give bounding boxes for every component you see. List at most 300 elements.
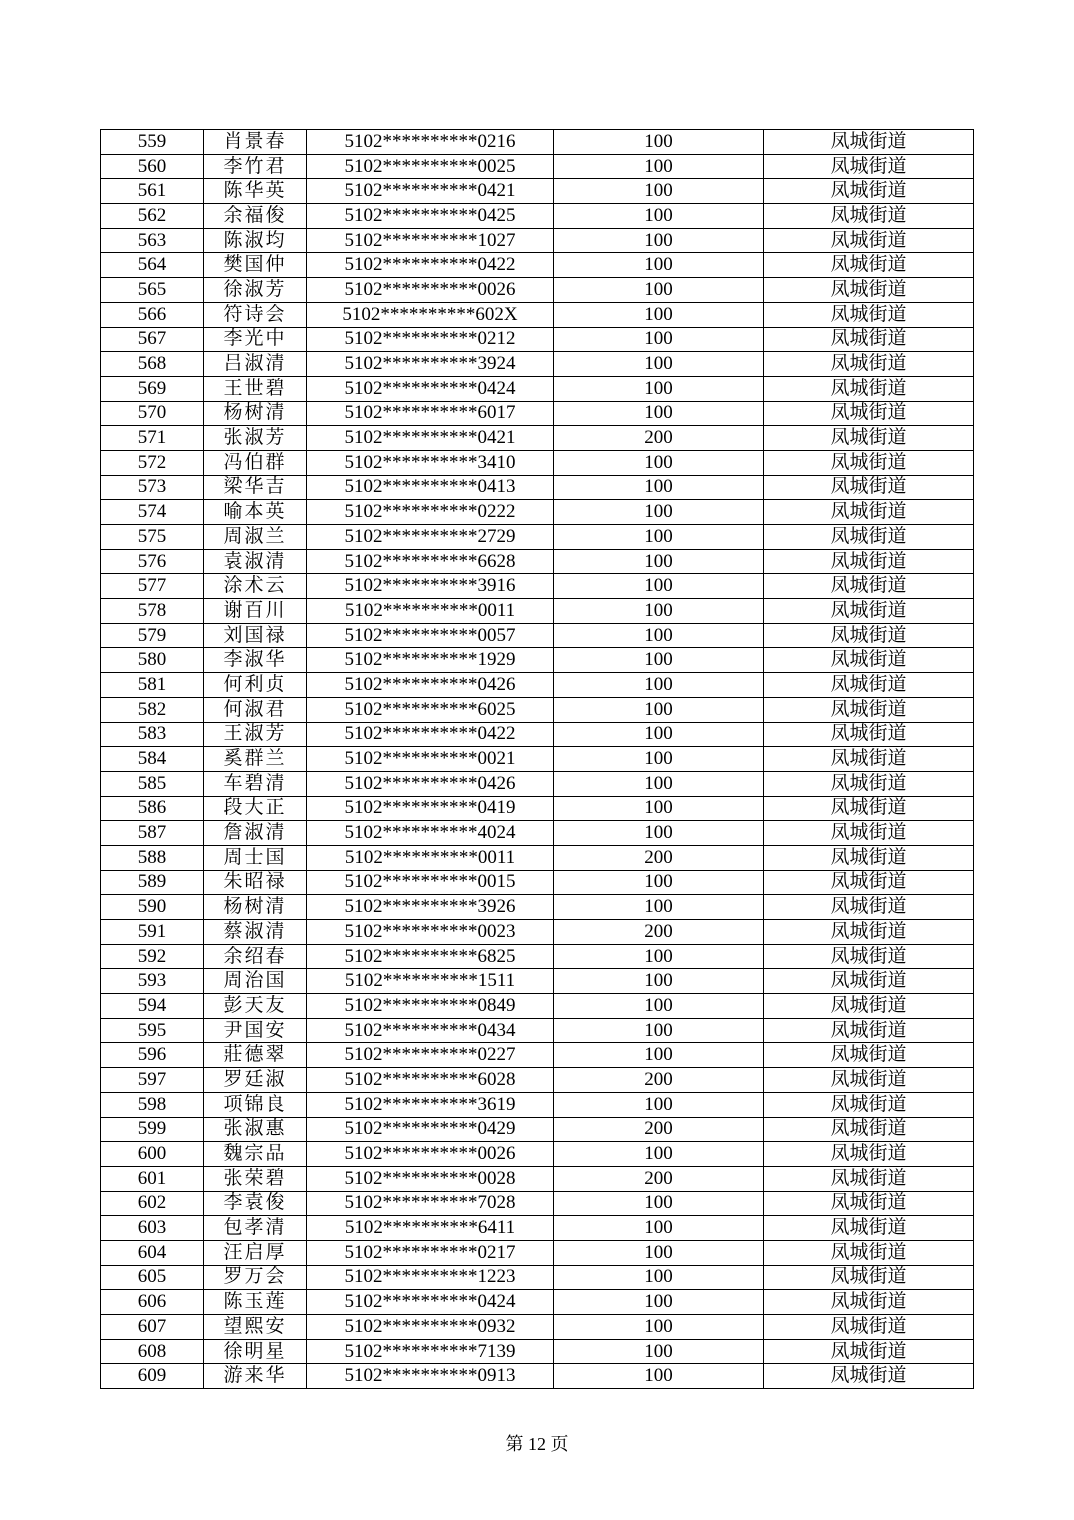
name-cell: 喻本英 [204,500,307,525]
amount-cell: 100 [554,969,764,994]
table-row [101,426,974,451]
row-index-cell: 597 [101,1068,204,1093]
amount-cell: 100 [554,1364,764,1389]
id-number-cell: 5102**********0932 [307,1315,554,1340]
id-number-cell: 5102**********0429 [307,1117,554,1142]
id-number-cell: 5102**********3619 [307,1092,554,1117]
name-cell: 包孝清 [204,1216,307,1241]
name-cell: 陈华英 [204,179,307,204]
amount-cell: 100 [554,179,764,204]
row-index-cell: 575 [101,525,204,550]
name-cell: 段大正 [204,796,307,821]
amount-cell: 100 [554,204,764,229]
row-index-cell: 578 [101,599,204,624]
amount-cell: 100 [554,574,764,599]
row-index-cell: 604 [101,1240,204,1265]
name-cell: 周士国 [204,845,307,870]
id-number-cell: 5102**********3924 [307,352,554,377]
street-cell: 凤城街道 [764,352,974,377]
street-cell: 凤城街道 [764,1290,974,1315]
table-row [101,920,974,945]
table-row [101,154,974,179]
street-cell: 凤城街道 [764,821,974,846]
id-number-cell: 5102**********3916 [307,574,554,599]
row-index-cell: 559 [101,130,204,155]
table-row [101,771,974,796]
name-cell: 刘国禄 [204,623,307,648]
name-cell: 张淑惠 [204,1117,307,1142]
id-number-cell: 5102**********0426 [307,673,554,698]
street-cell: 凤城街道 [764,253,974,278]
id-number-cell: 5102**********0426 [307,771,554,796]
table-row [101,253,974,278]
id-number-cell: 5102**********0028 [307,1166,554,1191]
amount-cell: 100 [554,796,764,821]
table-row [101,599,974,624]
name-cell: 彭天友 [204,994,307,1019]
table-row [101,376,974,401]
table-row [101,1265,974,1290]
row-index-cell: 580 [101,648,204,673]
table-row [101,327,974,352]
id-number-cell: 5102**********0419 [307,796,554,821]
table-row [101,450,974,475]
table-row [101,1142,974,1167]
name-cell: 魏宗品 [204,1142,307,1167]
street-cell: 凤城街道 [764,1068,974,1093]
name-cell: 李淑华 [204,648,307,673]
name-cell: 王世碧 [204,376,307,401]
name-cell: 杨树清 [204,895,307,920]
table-row [101,870,974,895]
table-row [101,1117,974,1142]
name-cell: 罗万会 [204,1265,307,1290]
id-number-cell: 5102**********0913 [307,1364,554,1389]
name-cell: 吕淑清 [204,352,307,377]
table-row [101,673,974,698]
row-index-cell: 587 [101,821,204,846]
id-number-cell: 5102**********1929 [307,648,554,673]
name-cell: 李袁俊 [204,1191,307,1216]
table-row [101,1018,974,1043]
id-number-cell: 5102**********6628 [307,549,554,574]
id-number-cell: 5102**********0424 [307,1290,554,1315]
id-number-cell: 5102**********0025 [307,154,554,179]
table-row [101,697,974,722]
roster-table [100,129,974,1389]
amount-cell: 100 [554,1216,764,1241]
id-number-cell: 5102**********0434 [307,1018,554,1043]
street-cell: 凤城街道 [764,475,974,500]
name-cell: 望熙安 [204,1315,307,1340]
row-index-cell: 562 [101,204,204,229]
street-cell: 凤城街道 [764,895,974,920]
row-index-cell: 567 [101,327,204,352]
row-index-cell: 571 [101,426,204,451]
street-cell: 凤城街道 [764,599,974,624]
name-cell: 徐淑芳 [204,278,307,303]
row-index-cell: 593 [101,969,204,994]
amount-cell: 100 [554,1043,764,1068]
row-index-cell: 588 [101,845,204,870]
amount-cell: 100 [554,130,764,155]
name-cell: 周淑兰 [204,525,307,550]
row-index-cell: 573 [101,475,204,500]
row-index-cell: 607 [101,1315,204,1340]
name-cell: 尹国安 [204,1018,307,1043]
amount-cell: 100 [554,1142,764,1167]
amount-cell: 100 [554,994,764,1019]
table-row [101,944,974,969]
street-cell: 凤城街道 [764,870,974,895]
row-index-cell: 583 [101,722,204,747]
street-cell: 凤城街道 [764,1315,974,1340]
row-index-cell: 582 [101,697,204,722]
table-row [101,574,974,599]
row-index-cell: 581 [101,673,204,698]
street-cell: 凤城街道 [764,228,974,253]
street-cell: 凤城街道 [764,450,974,475]
table-row [101,278,974,303]
table-row [101,648,974,673]
table-row [101,401,974,426]
name-cell: 李竹君 [204,154,307,179]
name-cell: 冯伯群 [204,450,307,475]
amount-cell: 100 [554,278,764,303]
table-row [101,1290,974,1315]
table-row [101,179,974,204]
amount-cell: 100 [554,525,764,550]
amount-cell: 100 [554,1290,764,1315]
id-number-cell: 5102**********0217 [307,1240,554,1265]
table-row [101,302,974,327]
street-cell: 凤城街道 [764,327,974,352]
name-cell: 周治国 [204,969,307,994]
amount-cell: 100 [554,1191,764,1216]
amount-cell: 100 [554,1339,764,1364]
table-row [101,525,974,550]
row-index-cell: 596 [101,1043,204,1068]
id-number-cell: 5102**********6411 [307,1216,554,1241]
street-cell: 凤城街道 [764,401,974,426]
street-cell: 凤城街道 [764,969,974,994]
id-number-cell: 5102**********0023 [307,920,554,945]
name-cell: 詹淑清 [204,821,307,846]
table-row [101,1339,974,1364]
table-row [101,1364,974,1389]
id-number-cell: 5102**********6017 [307,401,554,426]
table-row [101,623,974,648]
street-cell: 凤城街道 [764,154,974,179]
id-number-cell: 5102**********6028 [307,1068,554,1093]
amount-cell: 100 [554,302,764,327]
table-row [101,1043,974,1068]
roster-body [101,130,974,1389]
table-row [101,895,974,920]
id-number-cell: 5102**********0015 [307,870,554,895]
id-number-cell: 5102**********1511 [307,969,554,994]
amount-cell: 100 [554,500,764,525]
amount-cell: 100 [554,1092,764,1117]
table-row [101,969,974,994]
row-index-cell: 572 [101,450,204,475]
street-cell: 凤城街道 [764,1240,974,1265]
id-number-cell: 5102**********1223 [307,1265,554,1290]
id-number-cell: 5102**********4024 [307,821,554,846]
row-index-cell: 603 [101,1216,204,1241]
amount-cell: 100 [554,870,764,895]
row-index-cell: 579 [101,623,204,648]
street-cell: 凤城街道 [764,278,974,303]
name-cell: 车碧清 [204,771,307,796]
street-cell: 凤城街道 [764,1018,974,1043]
amount-cell: 100 [554,228,764,253]
name-cell: 游来华 [204,1364,307,1389]
table-row [101,722,974,747]
table-row [101,204,974,229]
row-index-cell: 609 [101,1364,204,1389]
amount-cell: 100 [554,623,764,648]
amount-cell: 200 [554,426,764,451]
street-cell: 凤城街道 [764,697,974,722]
name-cell: 樊国仲 [204,253,307,278]
table-row [101,821,974,846]
street-cell: 凤城街道 [764,1117,974,1142]
amount-cell: 200 [554,1068,764,1093]
row-index-cell: 577 [101,574,204,599]
row-index-cell: 584 [101,747,204,772]
amount-cell: 100 [554,1265,764,1290]
name-cell: 蔡淑清 [204,920,307,945]
id-number-cell: 5102**********7139 [307,1339,554,1364]
amount-cell: 100 [554,1018,764,1043]
row-index-cell: 574 [101,500,204,525]
id-number-cell: 5102**********0011 [307,599,554,624]
street-cell: 凤城街道 [764,722,974,747]
name-cell: 余福俊 [204,204,307,229]
row-index-cell: 606 [101,1290,204,1315]
amount-cell: 200 [554,845,764,870]
id-number-cell: 5102**********0422 [307,253,554,278]
amount-cell: 200 [554,1117,764,1142]
name-cell: 陈玉莲 [204,1290,307,1315]
street-cell: 凤城街道 [764,1043,974,1068]
amount-cell: 100 [554,673,764,698]
row-index-cell: 566 [101,302,204,327]
name-cell: 陈淑均 [204,228,307,253]
row-index-cell: 590 [101,895,204,920]
id-number-cell: 5102**********0011 [307,845,554,870]
table-row [101,549,974,574]
name-cell: 李光中 [204,327,307,352]
id-number-cell: 5102**********0222 [307,500,554,525]
street-cell: 凤城街道 [764,1191,974,1216]
id-number-cell: 5102**********2729 [307,525,554,550]
table-row [101,228,974,253]
street-cell: 凤城街道 [764,179,974,204]
row-index-cell: 560 [101,154,204,179]
table-row [101,1315,974,1340]
row-index-cell: 601 [101,1166,204,1191]
id-number-cell: 5102**********0413 [307,475,554,500]
amount-cell: 100 [554,327,764,352]
amount-cell: 100 [554,376,764,401]
row-index-cell: 563 [101,228,204,253]
id-number-cell: 5102**********6825 [307,944,554,969]
table-row [101,1068,974,1093]
table-row [101,1240,974,1265]
row-index-cell: 585 [101,771,204,796]
amount-cell: 100 [554,352,764,377]
amount-cell: 100 [554,821,764,846]
street-cell: 凤城街道 [764,574,974,599]
table-row [101,1166,974,1191]
row-index-cell: 570 [101,401,204,426]
id-number-cell: 5102**********0057 [307,623,554,648]
row-index-cell: 565 [101,278,204,303]
table-row [101,994,974,1019]
name-cell: 杨树清 [204,401,307,426]
street-cell: 凤城街道 [764,623,974,648]
row-index-cell: 586 [101,796,204,821]
street-cell: 凤城街道 [764,376,974,401]
street-cell: 凤城街道 [764,845,974,870]
id-number-cell: 5102**********0421 [307,179,554,204]
row-index-cell: 605 [101,1265,204,1290]
amount-cell: 200 [554,920,764,945]
table-row [101,747,974,772]
name-cell: 余绍春 [204,944,307,969]
row-index-cell: 595 [101,1018,204,1043]
street-cell: 凤城街道 [764,525,974,550]
name-cell: 王淑芳 [204,722,307,747]
amount-cell: 100 [554,697,764,722]
id-number-cell: 5102**********0227 [307,1043,554,1068]
name-cell: 符诗会 [204,302,307,327]
table-row [101,845,974,870]
street-cell: 凤城街道 [764,1142,974,1167]
name-cell: 谢百川 [204,599,307,624]
street-cell: 凤城街道 [764,796,974,821]
street-cell: 凤城街道 [764,1339,974,1364]
row-index-cell: 589 [101,870,204,895]
table-row [101,1092,974,1117]
street-cell: 凤城街道 [764,1166,974,1191]
amount-cell: 100 [554,549,764,574]
row-index-cell: 598 [101,1092,204,1117]
table-row [101,130,974,155]
id-number-cell: 5102**********0422 [307,722,554,747]
name-cell: 朱昭禄 [204,870,307,895]
street-cell: 凤城街道 [764,920,974,945]
id-number-cell: 5102**********0212 [307,327,554,352]
table-row [101,500,974,525]
row-index-cell: 569 [101,376,204,401]
table-row [101,352,974,377]
id-number-cell: 5102**********0026 [307,278,554,303]
table-row [101,796,974,821]
street-cell: 凤城街道 [764,994,974,1019]
amount-cell: 100 [554,475,764,500]
street-cell: 凤城街道 [764,1216,974,1241]
amount-cell: 100 [554,944,764,969]
name-cell: 张淑芳 [204,426,307,451]
amount-cell: 100 [554,1240,764,1265]
amount-cell: 100 [554,648,764,673]
row-index-cell: 568 [101,352,204,377]
amount-cell: 100 [554,154,764,179]
name-cell: 肖景春 [204,130,307,155]
id-number-cell: 5102**********0425 [307,204,554,229]
street-cell: 凤城街道 [764,1092,974,1117]
name-cell: 袁淑清 [204,549,307,574]
id-number-cell: 5102**********6025 [307,697,554,722]
table-row [101,475,974,500]
name-cell: 罗廷淑 [204,1068,307,1093]
id-number-cell: 5102**********0424 [307,376,554,401]
id-number-cell: 5102**********0216 [307,130,554,155]
name-cell: 徐明星 [204,1339,307,1364]
id-number-cell: 5102**********0021 [307,747,554,772]
row-index-cell: 600 [101,1142,204,1167]
name-cell: 汪启厚 [204,1240,307,1265]
id-number-cell: 5102**********0026 [307,1142,554,1167]
name-cell: 梁华吉 [204,475,307,500]
id-number-cell: 5102**********0849 [307,994,554,1019]
table-row [101,1191,974,1216]
street-cell: 凤城街道 [764,771,974,796]
row-index-cell: 599 [101,1117,204,1142]
amount-cell: 100 [554,450,764,475]
row-index-cell: 602 [101,1191,204,1216]
amount-cell: 100 [554,253,764,278]
street-cell: 凤城街道 [764,130,974,155]
street-cell: 凤城街道 [764,673,974,698]
amount-cell: 100 [554,895,764,920]
name-cell: 莊德翠 [204,1043,307,1068]
row-index-cell: 591 [101,920,204,945]
street-cell: 凤城街道 [764,204,974,229]
street-cell: 凤城街道 [764,648,974,673]
amount-cell: 200 [554,1166,764,1191]
amount-cell: 100 [554,401,764,426]
name-cell: 奚群兰 [204,747,307,772]
street-cell: 凤城街道 [764,1265,974,1290]
row-index-cell: 576 [101,549,204,574]
name-cell: 何利贞 [204,673,307,698]
street-cell: 凤城街道 [764,549,974,574]
amount-cell: 100 [554,599,764,624]
row-index-cell: 564 [101,253,204,278]
name-cell: 何淑君 [204,697,307,722]
page-number: 第 12 页 [505,1434,569,1454]
id-number-cell: 5102**********602X [307,302,554,327]
name-cell: 涂术云 [204,574,307,599]
street-cell: 凤城街道 [764,747,974,772]
amount-cell: 100 [554,747,764,772]
name-cell: 项锦良 [204,1092,307,1117]
street-cell: 凤城街道 [764,426,974,451]
street-cell: 凤城街道 [764,1364,974,1389]
row-index-cell: 594 [101,994,204,1019]
street-cell: 凤城街道 [764,302,974,327]
street-cell: 凤城街道 [764,944,974,969]
amount-cell: 100 [554,771,764,796]
row-index-cell: 592 [101,944,204,969]
name-cell: 张荣碧 [204,1166,307,1191]
id-number-cell: 5102**********0421 [307,426,554,451]
row-index-cell: 561 [101,179,204,204]
